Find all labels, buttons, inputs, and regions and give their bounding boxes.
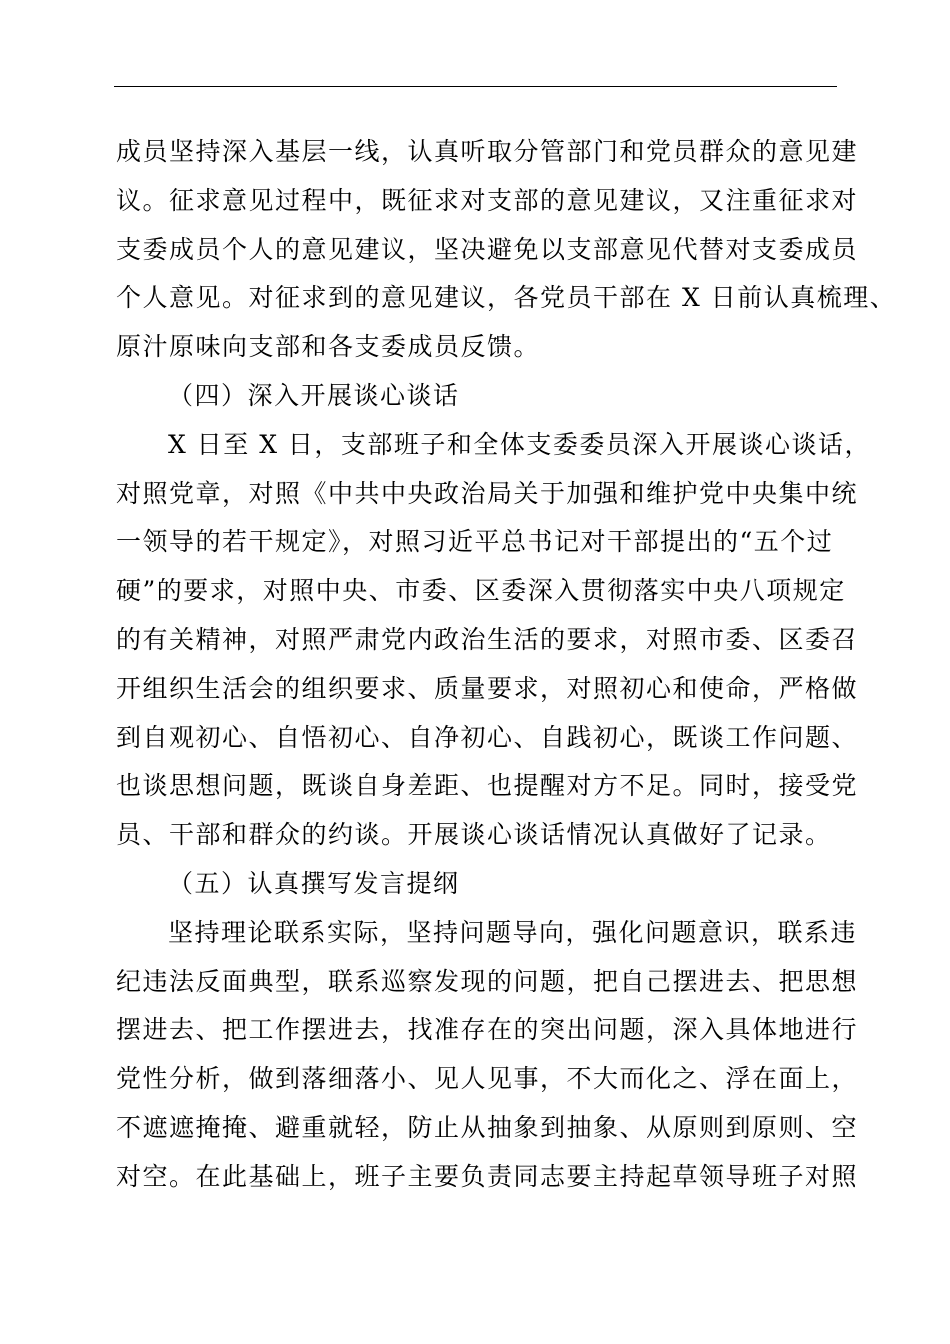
document-body [116, 128, 897, 1202]
text-line: 成员坚持深入基层一线，认真听取分管部门和党员群众的意见建 [116, 137, 859, 166]
header-rule [114, 86, 837, 87]
text-line: 硬”的要求，对照中央、市委、区委深入贯彻落实中央八项规定 [116, 576, 846, 606]
text-line: 不遮遮掩掩、避重就轻，防止从抽象到抽象、从原则到原则、空 [116, 1112, 859, 1142]
text-line: 对空。在此基础上，班子主要负责同志要主持起草领导班子对照 [116, 1161, 859, 1191]
text-line: 摆进去、把工作摆进去，找准存在的突出问题，深入具体地进行 [116, 1015, 859, 1045]
paragraph-first-line: X 日至 X 日，支部班子和全体支委委员深入开展谈心谈话， [168, 429, 871, 459]
text-line: 一领导的若干规定》，对照习近平总书记对干部提出的“五个过 [116, 527, 834, 557]
text-line: 也谈思想问题，既谈自身差距、也提醒对方不足。同时，接受党 [116, 771, 859, 801]
text-line: 原汁原味向支部和各支委成员反馈。 [116, 332, 541, 362]
text-line: 到自观初心、自悟初心、自净初心、自践初心，既谈工作问题、 [116, 722, 859, 752]
text-line: 支委成员个人的意见建议，坚决避免以支部意见代替对支委成员 [116, 234, 859, 264]
text-line: 的有关精神，对照严肃党内政治生活的要求，对照市委、区委召 [116, 624, 859, 654]
text-line: 个人意见。对征求到的意见建议，各党员干部在 X 日前认真梳理、 [116, 283, 897, 313]
text-line: 纪违法反面典型，联系巡察发现的问题，把自己摆进去、把思想 [116, 966, 859, 996]
text-line: 员、干部和群众的约谈。开展谈心谈话情况认真做好了记录。 [116, 820, 832, 850]
section-heading: （五）认真撰写发言提纲 [168, 868, 460, 898]
section-heading: （四）深入开展谈心谈话 [168, 380, 460, 410]
text-line: 开组织生活会的组织要求、质量要求，对照初心和使命，严格做 [116, 673, 859, 703]
text-line: 党性分析，做到落细落小、见人见事，不大而化之、浮在面上， [116, 1064, 859, 1094]
text-line: 议。征求意见过程中，既征求对支部的意见建议，又注重征求对 [116, 185, 859, 215]
paragraph-first-line: 坚持理论联系实际，坚持问题导向，强化问题意识，联系违 [168, 917, 858, 947]
text-line: 对照党章，对照《中共中央政治局关于加强和维护党中央集中统 [116, 478, 859, 508]
